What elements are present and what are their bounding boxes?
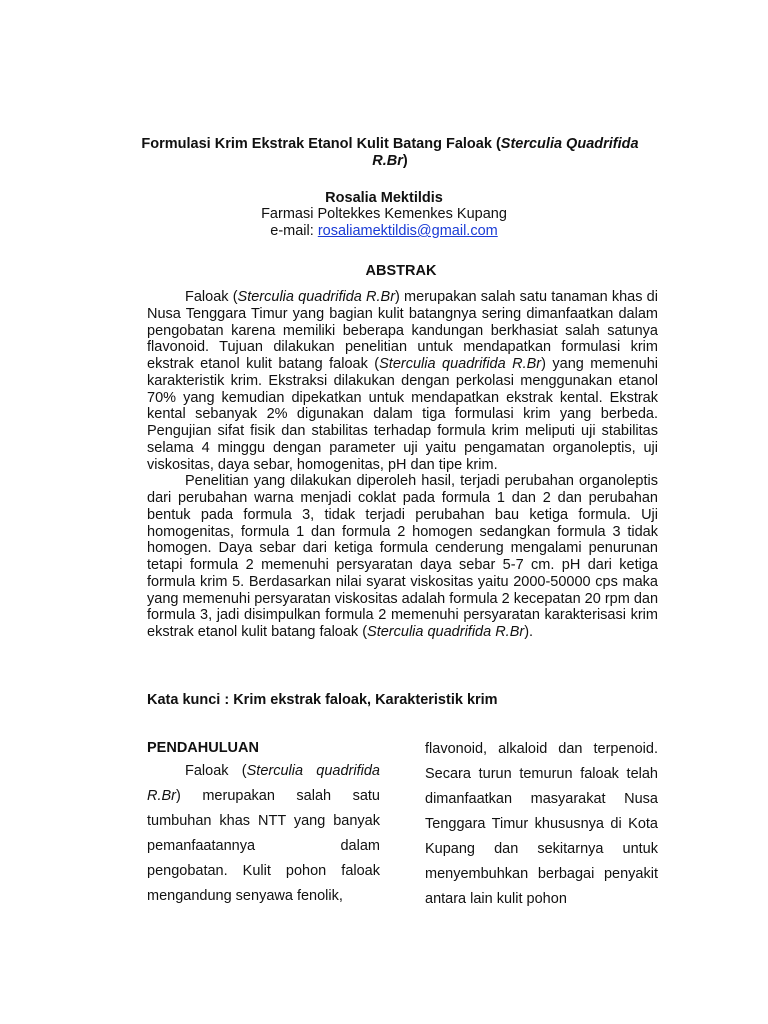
email-link[interactable]: rosaliamektildis@gmail.com [317,223,498,239]
abstract-paragraph-1: Faloak (Sterculia quadrifida R.Br) merupakan salah satu tanaman khas di Nusa Tenggara Timur yang bagian kulit batangnya sering dimanfaatkan dalam pengobatan karena memiliki beberapa kandungan berkhasiat salah satunya flavonoid. Tujuan dilakukan penelitian untuk mendapatkan formulasi krim ekstrak etanol kulit batang faloak (Sterculia quadrifida R.Br) yang memenuhi karakteristik krim. Ekstraksi dilakukan dengan perkolasi menggunakan etanol 70% yang kemudian dipekatkan untuk mendapatkan ekstrak kental. Ekstrak kental sebanyak 2% digunakan dalam tiga formulasi krim yang berbeda. Pengujian sifat fisik dan stabilitas terhadap formula krim meliputi uji stabilitas selama 4 minggu dengan parameter uji yaitu pengamatan organoleptis, uji viskositas, daya sebar, homogenitas, pH dan tipe krim. [147,289,659,473]
author-affiliation: Farmasi Poltekkes Kemenkes Kupang [261,206,507,222]
paper-title: Formulasi Krim Ekstrak Etanol Kulit Batang Faloak (Sterculia Quadrifida R.Br) [141,136,639,169]
title-species: Sterculia Quadrifida R.Br [372,136,639,169]
intro-heading: PENDAHULUAN [147,740,259,756]
intro-right-text: flavonoid, alkaloid dan terpenoid. Secara turun temurun faloak telah dimanfaatkan masyarakat Nusa Tenggara Timur khususnya di Kota Kupang dan sekitarnya untuk menyembuhkan berbagai penyakit antara lain kulit pohon [425,741,658,907]
author-name: Rosalia Mektildis [325,190,443,206]
abstract-body [147,289,658,641]
keywords: Kata kunci : Krim ekstrak faloak, Karakteristik krim [147,692,498,708]
abstract-paragraph-2: Penelitian yang dilakukan diperoleh hasil, terjadi perubahan organoleptis dari perubahan warna menjadi coklat pada formula 1 dan 2 dan perubahan bentuk pada formula 3, tidak terjadi perubahan bau ketiga formula. Uji homogenitas, formula 1 dan formula 2 homogen sedangkan formula 3 tidak homogen. Daya sebar dari ketiga formula cenderung mengalami penurunan tetapi formula 2 memenuhi persyaratan daya sebar 5-7 cm. pH dari ketiga formula krim 5. Berdasarkan nilai syarat viskositas yaitu 2000-50000 cps maka yang memenuhi persyaratan viskositas adalah formula 2 kecepatan 20 rpm dan formula 3, jadi disimpulkan formula 2 memenuhi persyaratan karakterisasi krim ekstrak etanol kulit batang faloak (Sterculia quadrifida R.Br). [147,473,659,640]
intro-left-text: Faloak (Sterculia quadrifida R.Br) merupakan salah satu tumbuhan khas NTT yang banyak pemanfaatannya dalam pengobatan. Kulit pohon faloak mengandung senyawa fenolik, [147,763,380,904]
intro-left-column [147,737,380,909]
abstract-heading: ABSTRAK [365,263,437,279]
intro-right-column [425,737,658,912]
author-email-line: e-mail: rosaliamektildis@gmail.com [270,223,498,239]
